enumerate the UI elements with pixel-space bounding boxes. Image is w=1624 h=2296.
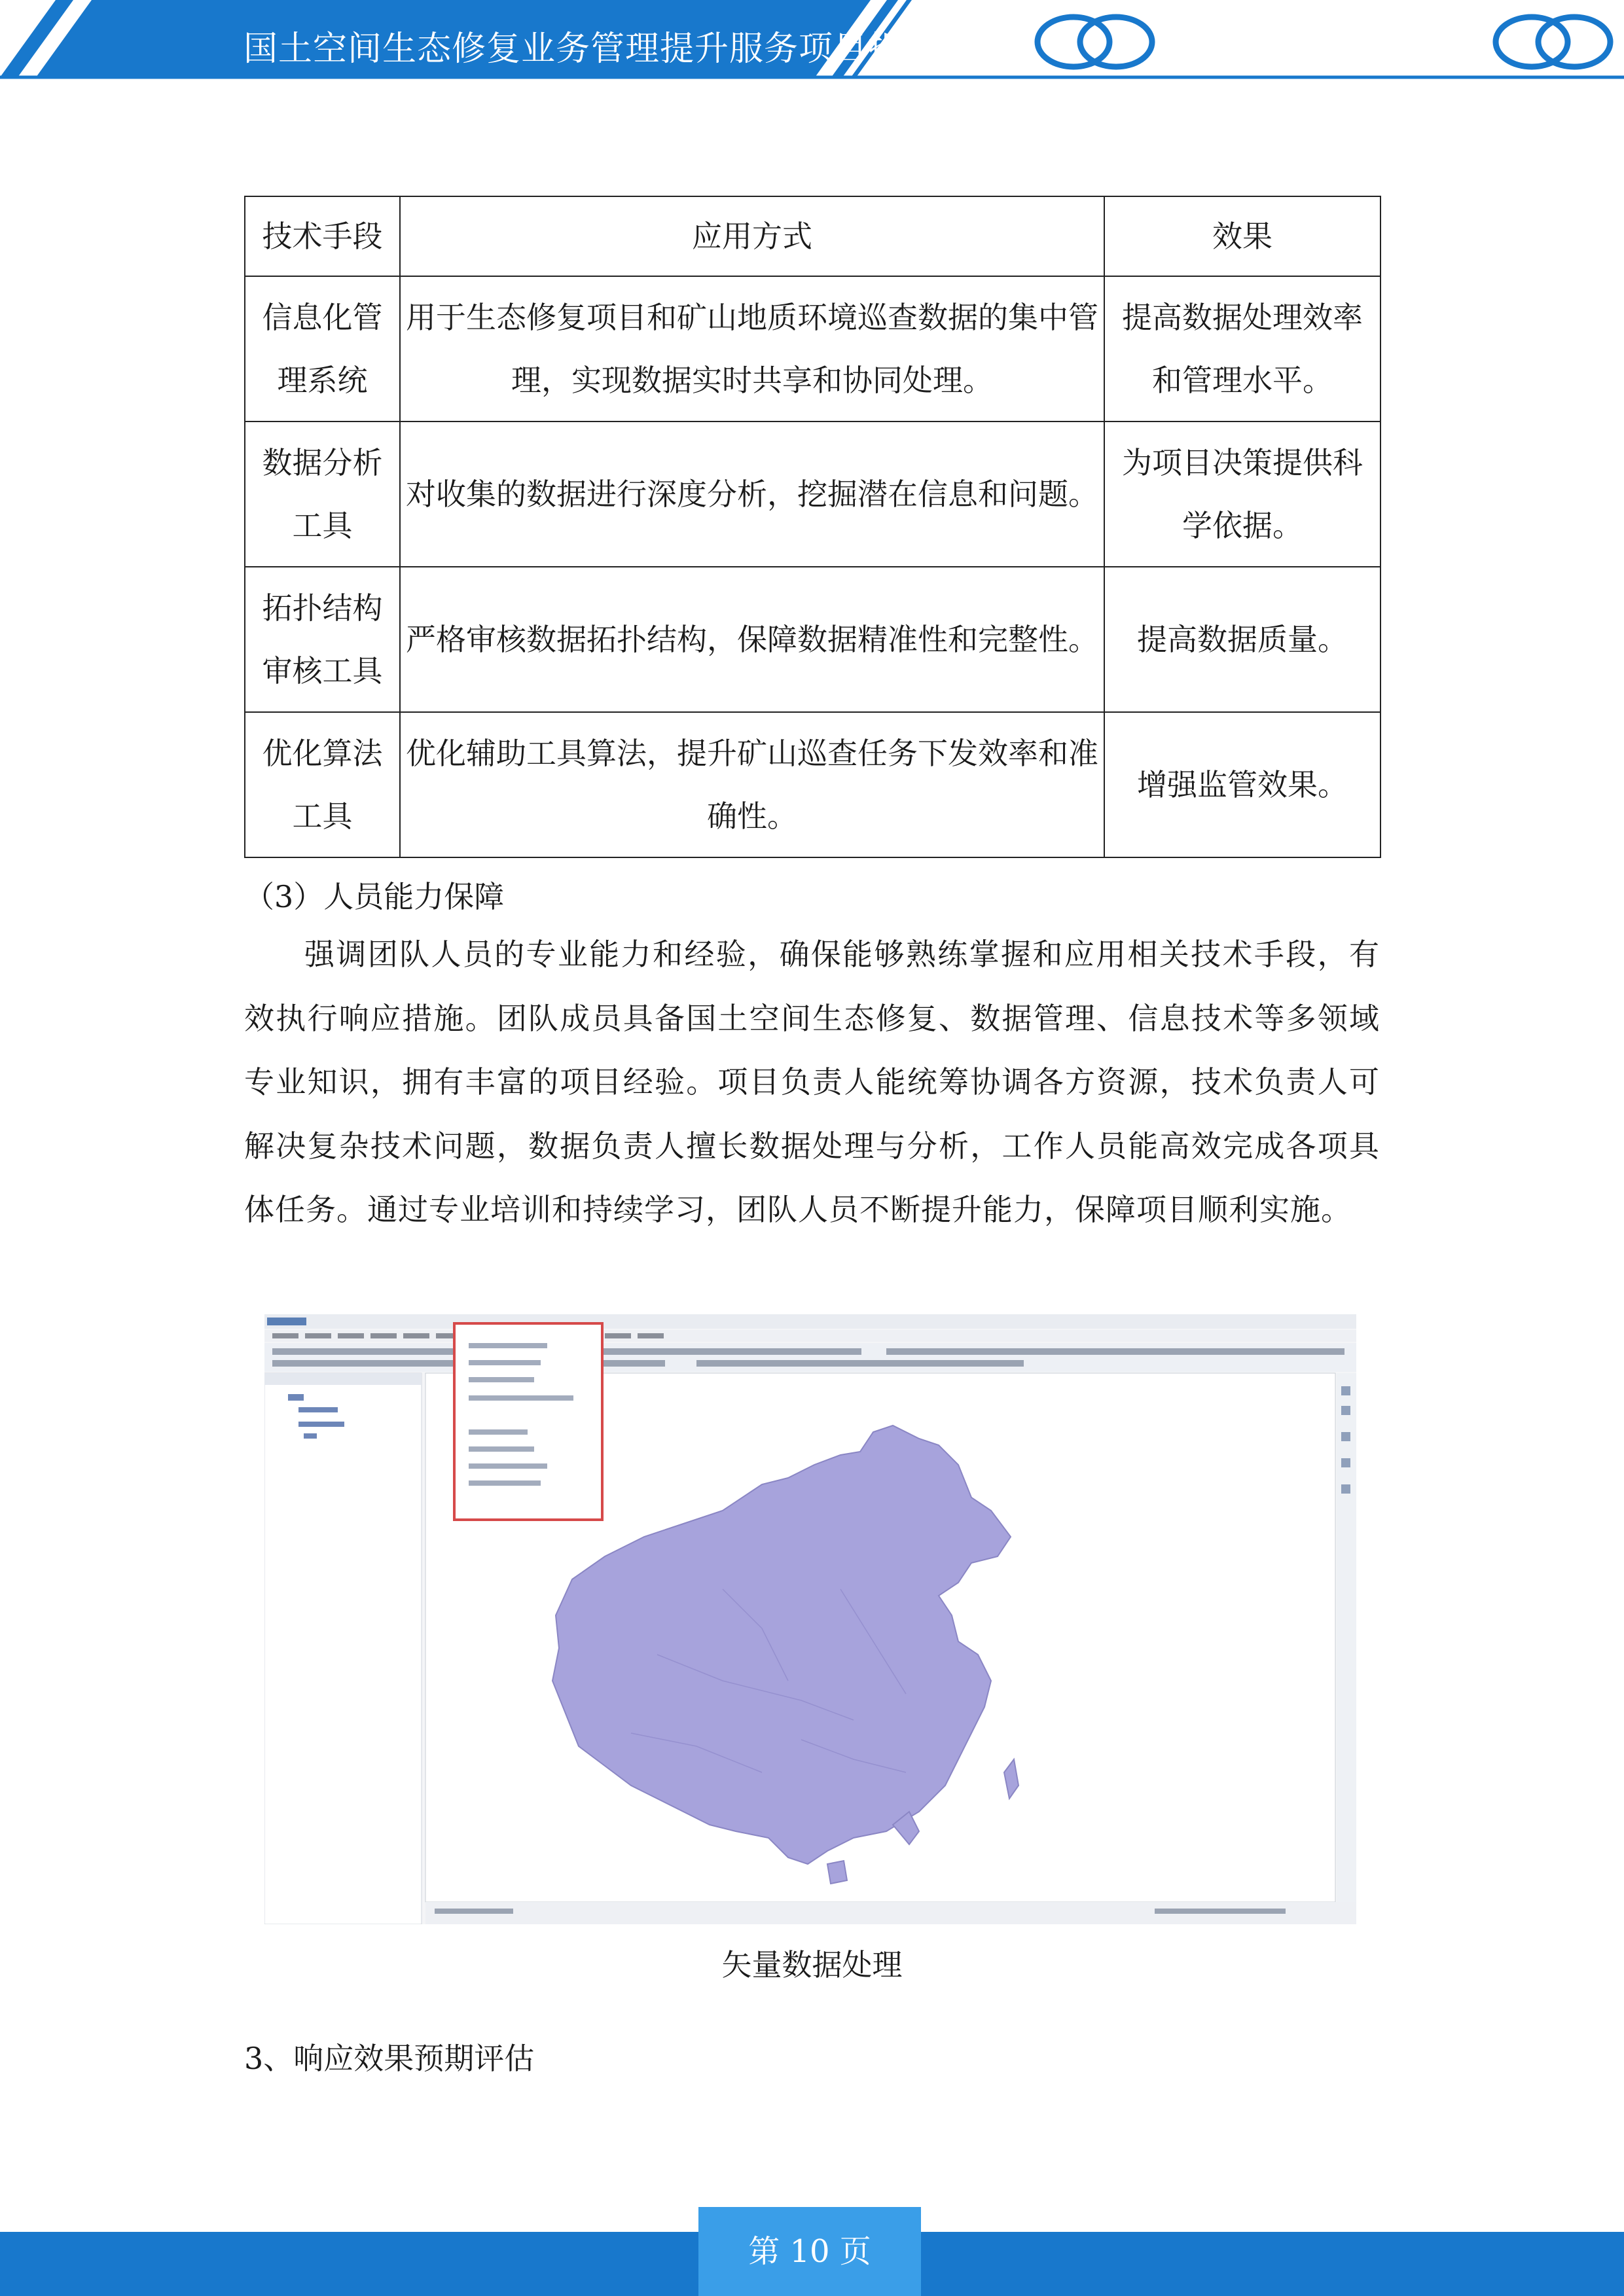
cell-effect: 提高数据处理效率和管理水平。 — [1104, 276, 1380, 422]
gis-screenshot-image — [264, 1314, 1356, 1924]
body-paragraph: 强调团队人员的专业能力和经验，确保能够熟练掌握和应用相关技术手段，有效执行响应措施。团队成员具备国土空间生态修复、数据管理、信息技术等多领域专业知识，拥有丰富的项目经验。项目负责人能统筹协调各方资源，技术负责人可解决复杂技术问题，数据负责人擅长数据处理与分析，工作人员能高效完成各项具体任务。通过专业培训和持续学习，团队人员不断提升能力，保障项目顺利实施。 — [244, 937, 1380, 1227]
cell-tool: 优化算法工具 — [245, 712, 400, 857]
cell-effect: 提高数据质量。 — [1104, 567, 1380, 712]
cell-usage: 优化辅助工具算法，提升矿山巡查任务下发效率和准确性。 — [400, 712, 1104, 857]
figure-caption: 矢量数据处理 — [721, 1947, 903, 1982]
table-row — [245, 422, 1380, 567]
col-header-effect: 效果 — [1104, 196, 1380, 276]
cell-usage: 用于生态修复项目和矿山地质环境巡查数据的集中管理，实现数据实时共享和协同处理。 — [400, 276, 1104, 422]
tech-table — [244, 196, 1381, 858]
section-heading-next: 3、响应效果预期评估 — [244, 2041, 535, 2076]
cell-effect: 增强监管效果。 — [1104, 712, 1380, 857]
cell-tool: 拓扑结构审核工具 — [245, 567, 400, 712]
page-header — [0, 0, 1624, 85]
logo-rings-icon-left — [1038, 17, 1152, 67]
table-row — [245, 567, 1380, 712]
cell-usage: 对收集的数据进行深度分析，挖掘潜在信息和问题。 — [400, 422, 1104, 567]
cell-tool: 数据分析工具 — [245, 422, 400, 567]
col-header-tool: 技术手段 — [245, 196, 400, 276]
header-title: 国土空间生态修复业务管理提升服务项目投 — [244, 29, 903, 69]
highlight-box — [454, 1323, 602, 1520]
cell-usage: 严格审核数据拓扑结构，保障数据精准性和完整性。 — [400, 567, 1104, 712]
table-row — [245, 712, 1380, 857]
table-header-row — [245, 196, 1380, 276]
col-header-usage: 应用方式 — [400, 196, 1104, 276]
page-number: 第 10 页 — [698, 2207, 921, 2296]
cell-tool: 信息化管理系统 — [245, 276, 400, 422]
gis-screenshot-figure — [264, 1314, 1356, 1924]
section-heading: （3）人员能力保障 — [244, 879, 505, 914]
table-row — [245, 276, 1380, 422]
logo-rings-icon-right — [1496, 17, 1610, 67]
cell-effect: 为项目决策提供科学依据。 — [1104, 422, 1380, 567]
